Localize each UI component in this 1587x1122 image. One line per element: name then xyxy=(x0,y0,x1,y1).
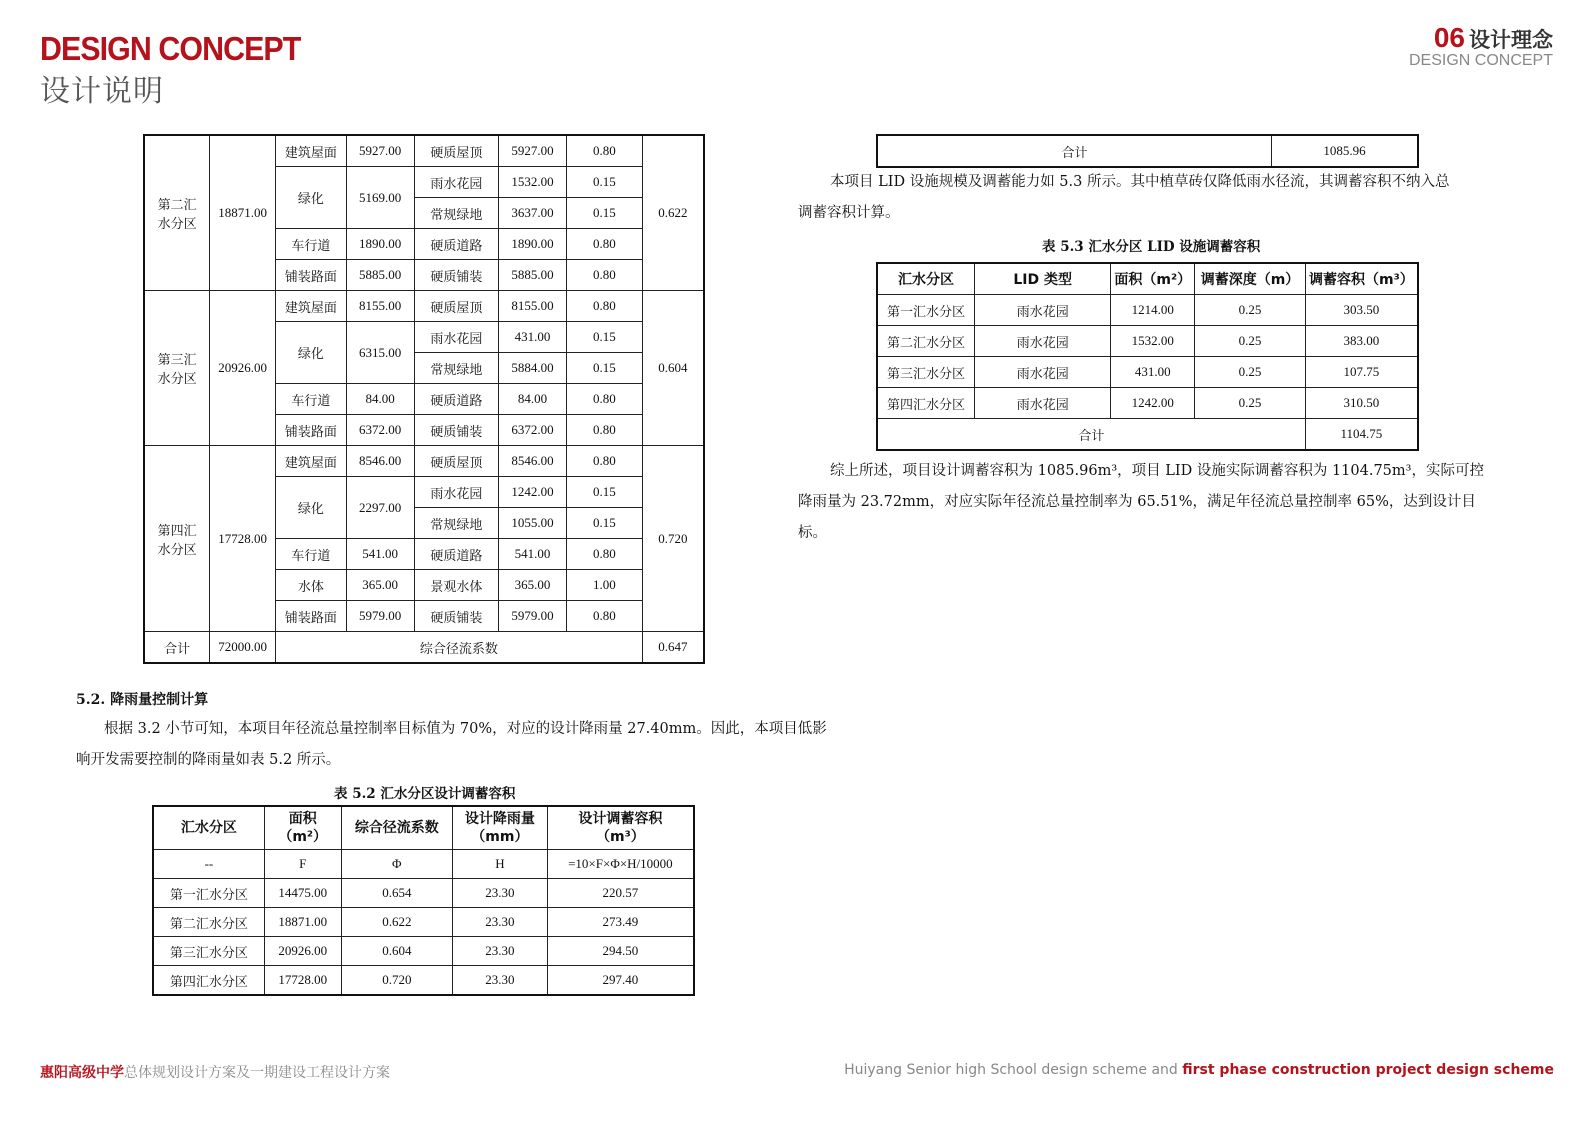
category-cell: 车行道 xyxy=(276,539,347,570)
design-storage-table xyxy=(152,805,695,996)
category-cell: 铺装路面 xyxy=(276,260,347,291)
subtype-cell: 硬质屋顶 xyxy=(414,446,499,477)
table-cell: 第三汇水分区 xyxy=(877,357,975,388)
table-cell: 第四汇水分区 xyxy=(877,388,975,419)
footer-en-grey: Huiyang Senior high School design scheme and xyxy=(844,1062,1183,1078)
category-cell: 铺装路面 xyxy=(276,601,347,632)
header-cell: 汇水分区 xyxy=(877,263,975,295)
category-area-cell: 5927.00 xyxy=(346,135,414,167)
category-area-cell: 365.00 xyxy=(346,570,414,601)
table-cell: 0.25 xyxy=(1195,388,1306,419)
ratio-cell: 0.15 xyxy=(566,477,642,508)
ratio-cell: 0.80 xyxy=(566,415,642,446)
table-cell: 23.30 xyxy=(453,937,548,966)
header-cell: 调蓄容积（m³） xyxy=(1305,263,1418,295)
table-row xyxy=(153,879,694,908)
ratio-cell: 0.80 xyxy=(566,291,642,322)
ratio-cell: 1.00 xyxy=(566,570,642,601)
table-row xyxy=(144,291,704,322)
subtype-area-cell: 5884.00 xyxy=(499,353,567,384)
table-cell: 雨水花园 xyxy=(975,388,1111,419)
table-cell: 23.30 xyxy=(453,908,548,937)
ratio-cell: 0.15 xyxy=(566,167,642,198)
subtype-cell: 硬质屋顶 xyxy=(414,291,499,322)
paragraph-line: 标。 xyxy=(798,525,827,541)
design-storage-total-table xyxy=(876,134,1419,168)
category-area-cell: 84.00 xyxy=(346,384,414,415)
subtype-area-cell: 3637.00 xyxy=(499,198,567,229)
subtype-area-cell: 8155.00 xyxy=(499,291,567,322)
subtype-area-cell: 84.00 xyxy=(499,384,567,415)
ratio-cell: 0.80 xyxy=(566,260,642,291)
table-cell: 273.49 xyxy=(547,908,694,937)
lid-storage-table xyxy=(876,262,1419,451)
table-cell: 0.25 xyxy=(1195,295,1306,326)
ratio-cell: 0.80 xyxy=(566,601,642,632)
symbol-cell: -- xyxy=(153,850,264,879)
subtype-area-cell: 1055.00 xyxy=(499,508,567,539)
total-label: 合计 xyxy=(877,135,1271,167)
category-cell: 绿化 xyxy=(276,322,347,384)
category-cell: 绿化 xyxy=(276,477,347,539)
table-cell: 431.00 xyxy=(1111,357,1195,388)
header-cell: 综合径流系数 xyxy=(341,806,452,850)
table-cell: 1532.00 xyxy=(1111,326,1195,357)
ratio-cell: 0.15 xyxy=(566,353,642,384)
subtype-area-cell: 1890.00 xyxy=(499,229,567,260)
total-desc-cell: 综合径流系数 xyxy=(276,632,643,664)
header-cell: 汇水分区 xyxy=(153,806,264,850)
table-cell: 第四汇水分区 xyxy=(153,966,264,996)
footer-en-red: first phase construction project design scheme xyxy=(1182,1062,1554,1078)
ratio-cell: 0.80 xyxy=(566,539,642,570)
paragraph-line: 本项目 LID 设施规模及调蓄能力如 5.3 所示。其中植草砖仅降低雨水径流，其调蓄容积不纳入总 xyxy=(830,174,1450,190)
subtype-cell: 硬质铺装 xyxy=(414,601,499,632)
table-cell: 23.30 xyxy=(453,879,548,908)
subtype-cell: 雨水花园 xyxy=(414,167,499,198)
runoff-coefficient-table xyxy=(143,134,705,664)
ratio-cell: 0.80 xyxy=(566,446,642,477)
zone-area-cell: 18871.00 xyxy=(210,135,276,291)
table-cell: 第一汇水分区 xyxy=(153,879,264,908)
symbol-cell: Φ xyxy=(341,850,452,879)
subtype-cell: 硬质屋顶 xyxy=(414,135,499,167)
total-value: 1085.96 xyxy=(1271,135,1418,167)
subtype-area-cell: 5927.00 xyxy=(499,135,567,167)
subtype-area-cell: 6372.00 xyxy=(499,415,567,446)
total-row xyxy=(144,632,704,664)
table-row xyxy=(877,357,1418,388)
total-value-cell: 1104.75 xyxy=(1305,419,1418,451)
table-cell: 0.654 xyxy=(341,879,452,908)
subtype-area-cell: 431.00 xyxy=(499,322,567,353)
zone-name-line: 水分区 xyxy=(157,372,197,387)
category-area-cell: 1890.00 xyxy=(346,229,414,260)
table-cell: 18871.00 xyxy=(264,908,341,937)
zone-name-line: 第三汇 xyxy=(157,353,197,368)
subtype-area-cell: 1532.00 xyxy=(499,167,567,198)
subtype-area-cell: 8546.00 xyxy=(499,446,567,477)
table-cell: 1214.00 xyxy=(1111,295,1195,326)
category-cell: 建筑屋面 xyxy=(276,446,347,477)
table-cell: 0.622 xyxy=(341,908,452,937)
subtype-cell: 硬质道路 xyxy=(414,229,499,260)
subtype-cell: 雨水花园 xyxy=(414,477,499,508)
category-area-cell: 5885.00 xyxy=(346,260,414,291)
table-cell: 17728.00 xyxy=(264,966,341,996)
ratio-cell: 0.15 xyxy=(566,198,642,229)
table-row xyxy=(153,966,694,996)
paragraph-line: 降雨量为 23.72mm，对应实际年径流总量控制率为 65.51%，满足年径流总量控制率 65%，达到设计目 xyxy=(798,494,1476,510)
table-cell: 雨水花园 xyxy=(975,295,1111,326)
category-cell: 水体 xyxy=(276,570,347,601)
table-cell: 雨水花园 xyxy=(975,326,1111,357)
table-cell: 0.720 xyxy=(341,966,452,996)
paragraph-line: 综上所述，项目设计调蓄容积为 1085.96m³，项目 LID 设施实际调蓄容积为 1104.75m³，实际可控 xyxy=(830,463,1484,479)
subtype-cell: 硬质铺装 xyxy=(414,260,499,291)
table-row xyxy=(144,446,704,477)
zone-coef-cell: 0.622 xyxy=(642,135,704,291)
subtype-area-cell: 365.00 xyxy=(499,570,567,601)
paragraph-line: 响开发需要控制的降雨量如表 5.2 所示。 xyxy=(76,752,341,768)
table-cell: 0.604 xyxy=(341,937,452,966)
subtype-cell: 硬质铺装 xyxy=(414,415,499,446)
zone-name-cell xyxy=(144,291,210,446)
ratio-cell: 0.15 xyxy=(566,322,642,353)
footer-scheme-name: 总体规划设计方案及一期建设工程设计方案 xyxy=(124,1065,390,1081)
subtype-area-cell: 1242.00 xyxy=(499,477,567,508)
page-subtitle: 设计说明 xyxy=(40,74,164,109)
ratio-cell: 0.80 xyxy=(566,135,642,167)
table-cell: 310.50 xyxy=(1305,388,1418,419)
table-cell: 14475.00 xyxy=(264,879,341,908)
table-cell: 雨水花园 xyxy=(975,357,1111,388)
table-cell: 1242.00 xyxy=(1111,388,1195,419)
paragraph-line: 根据 3.2 小节可知，本项目年径流总量控制率目标值为 70%，对应的设计降雨量 27.40mm。因此，本项目低影 xyxy=(104,721,827,737)
section-title-en: DESIGN CONCEPT xyxy=(1408,52,1553,69)
total-label-cell: 合计 xyxy=(144,632,210,664)
category-area-cell: 2297.00 xyxy=(346,477,414,539)
header-cell: 面积 （m²） xyxy=(264,806,341,850)
table-row xyxy=(877,295,1418,326)
section-title-cn: 设计理念 xyxy=(1469,29,1553,52)
zone-name-cell xyxy=(144,135,210,291)
zone-name-line: 第二汇 xyxy=(157,198,197,213)
table-row xyxy=(877,388,1418,419)
table-cell: 294.50 xyxy=(547,937,694,966)
symbol-cell: =10×F×Φ×H/10000 xyxy=(547,850,694,879)
header-cell: 设计调蓄容积 （m³） xyxy=(547,806,694,850)
subtype-area-cell: 5885.00 xyxy=(499,260,567,291)
table-row xyxy=(877,326,1418,357)
table-caption-5-2: 表 5.2 汇水分区设计调蓄容积 xyxy=(334,786,516,802)
zone-coef-cell: 0.720 xyxy=(642,446,704,632)
category-area-cell: 541.00 xyxy=(346,539,414,570)
category-cell: 建筑屋面 xyxy=(276,291,347,322)
table-cell: 303.50 xyxy=(1305,295,1418,326)
header-cell: LID 类型 xyxy=(975,263,1111,295)
ratio-cell: 0.80 xyxy=(566,229,642,260)
subtype-cell: 景观水体 xyxy=(414,570,499,601)
zone-name-line: 水分区 xyxy=(157,217,197,232)
subtype-cell: 常规绿地 xyxy=(414,508,499,539)
zone-coef-cell: 0.604 xyxy=(642,291,704,446)
zone-area-cell: 20926.00 xyxy=(210,291,276,446)
table-cell: 第二汇水分区 xyxy=(877,326,975,357)
subtype-area-cell: 541.00 xyxy=(499,539,567,570)
total-coef-cell: 0.647 xyxy=(642,632,704,664)
category-cell: 绿化 xyxy=(276,167,347,229)
subtype-cell: 硬质道路 xyxy=(414,384,499,415)
ratio-cell: 0.80 xyxy=(566,384,642,415)
table-cell: 0.25 xyxy=(1195,357,1306,388)
subtype-cell: 常规绿地 xyxy=(414,198,499,229)
zone-name-line: 第四汇 xyxy=(157,523,197,539)
zone-name-cell xyxy=(144,446,210,632)
category-area-cell: 5169.00 xyxy=(346,167,414,229)
category-cell: 车行道 xyxy=(276,384,347,415)
table-row xyxy=(153,908,694,937)
subtype-cell: 硬质道路 xyxy=(414,539,499,570)
total-row xyxy=(877,419,1418,451)
category-area-cell: 6315.00 xyxy=(346,322,414,384)
subtype-area-cell: 5979.00 xyxy=(499,601,567,632)
table-cell: 0.25 xyxy=(1195,326,1306,357)
paragraph-line: 调蓄容积计算。 xyxy=(798,205,900,221)
symbol-cell: F xyxy=(264,850,341,879)
zone-name-line: 水分区 xyxy=(157,542,197,558)
zone-area-cell: 17728.00 xyxy=(210,446,276,632)
total-area-cell: 72000.00 xyxy=(210,632,276,664)
table-cell: 383.00 xyxy=(1305,326,1418,357)
table-cell: 297.40 xyxy=(547,966,694,996)
symbol-cell: H xyxy=(453,850,548,879)
category-cell: 车行道 xyxy=(276,229,347,260)
table-cell: 第三汇水分区 xyxy=(153,937,264,966)
subtype-cell: 雨水花园 xyxy=(414,322,499,353)
table-cell: 23.30 xyxy=(453,966,548,996)
footer-school-name: 惠阳高级中学 xyxy=(40,1065,124,1081)
header-cell: 面积（m²） xyxy=(1111,263,1195,295)
subtype-cell: 常规绿地 xyxy=(414,353,499,384)
footer-english-name xyxy=(844,1062,1554,1078)
category-area-cell: 8155.00 xyxy=(346,291,414,322)
category-area-cell: 8546.00 xyxy=(346,446,414,477)
symbol-row xyxy=(153,850,694,879)
section-number: 06 xyxy=(1433,22,1465,53)
footer-project-name xyxy=(40,1062,390,1082)
table-cell: 第一汇水分区 xyxy=(877,295,975,326)
page-title: DESIGN CONCEPT xyxy=(40,30,301,67)
table-cell: 第二汇水分区 xyxy=(153,908,264,937)
section-label xyxy=(1409,22,1553,70)
table-caption-5-3: 表 5.3 汇水分区 LID 设施调蓄容积 xyxy=(1042,239,1261,255)
total-label-cell: 合计 xyxy=(877,419,1305,451)
table-cell: 220.57 xyxy=(547,879,694,908)
category-area-cell: 6372.00 xyxy=(346,415,414,446)
header-cell: 设计降雨量 （mm） xyxy=(453,806,548,850)
category-cell: 铺装路面 xyxy=(276,415,347,446)
table-cell: 20926.00 xyxy=(264,937,341,966)
ratio-cell: 0.15 xyxy=(566,508,642,539)
table-cell: 107.75 xyxy=(1305,357,1418,388)
category-cell: 建筑屋面 xyxy=(276,135,347,167)
table-row xyxy=(153,937,694,966)
table-row xyxy=(144,135,704,167)
header-cell: 调蓄深度（m） xyxy=(1195,263,1306,295)
category-area-cell: 5979.00 xyxy=(346,601,414,632)
section-heading-5-2: 5.2. 降雨量控制计算 xyxy=(76,692,209,708)
